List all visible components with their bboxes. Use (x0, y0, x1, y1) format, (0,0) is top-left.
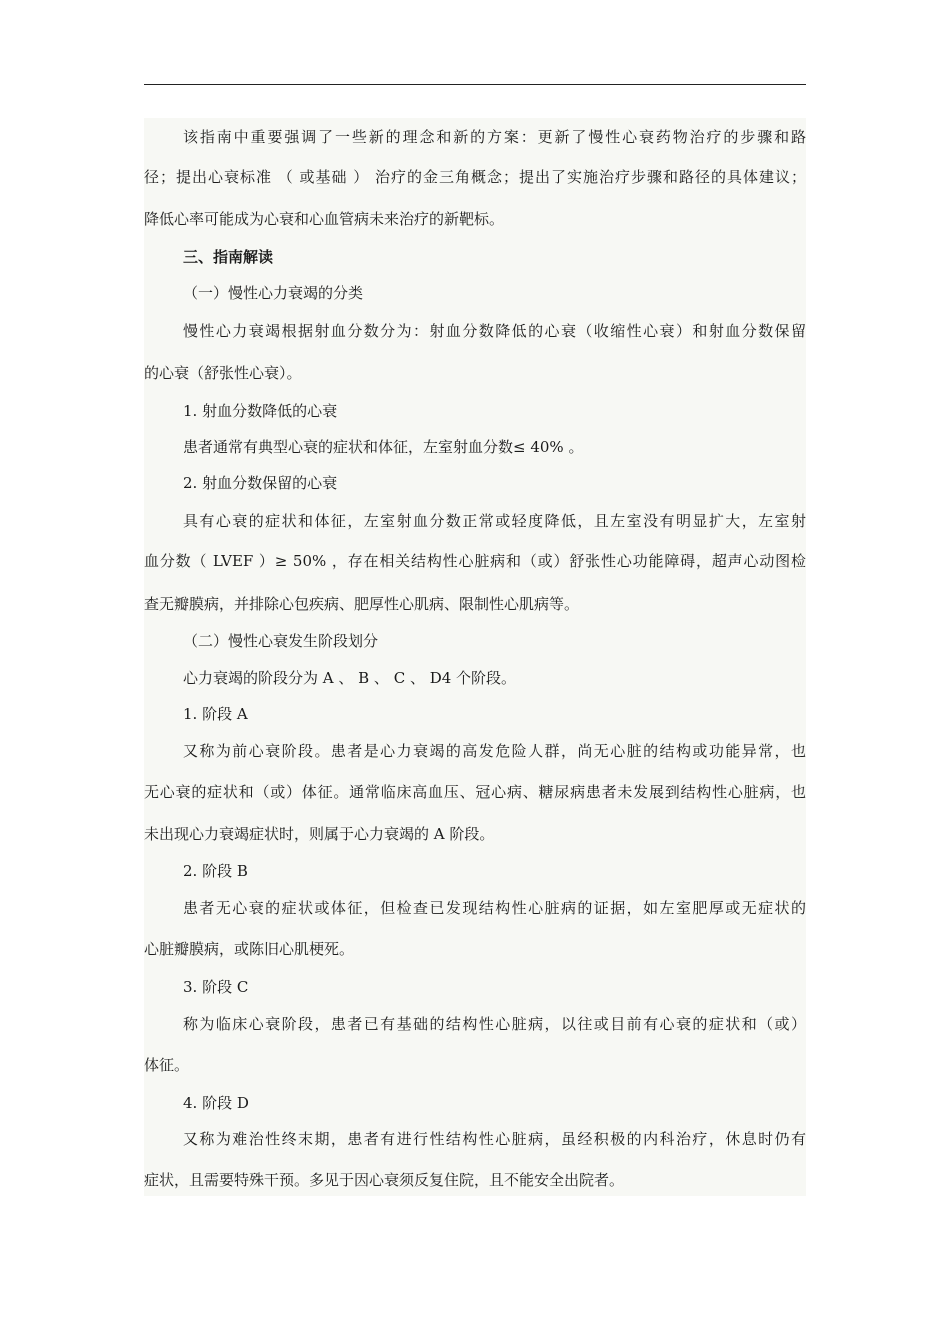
header-rule (144, 84, 806, 85)
paragraph-line: 降低心率可能成为心衰和心血管病未来治疗的新靶标。 (144, 210, 505, 228)
paragraph-line: 查无瓣膜病，并排除心包疾病、肥厚性心肌病、限制性心肌病等。 (144, 595, 580, 613)
subsection-heading: （二）慢性心衰发生阶段划分 (183, 632, 379, 650)
list-heading: 2. 射血分数保留的心衰 (183, 474, 338, 492)
paragraph-line: 径；提出心衰标准 （ 或基础 ） 治疗的金三角概念；提出了实施治疗步骤和路径的具体建议； (144, 168, 806, 186)
list-heading: 1. 射血分数降低的心衰 (183, 402, 338, 420)
paragraph-line: 心力衰竭的阶段分为 A 、 B 、 C 、 D4 个阶段。 (183, 669, 517, 687)
paragraph-line: 血分数（ LVEF ）≥ 50% ，存在相关结构性心脏病和（或）舒张性心功能障碍，超声心动图检 (144, 552, 806, 570)
paragraph-line: 症状，且需要特殊干预。多见于因心衰须反复住院，且不能安全出院者。 (144, 1171, 625, 1189)
list-heading: 1. 阶段 A (183, 705, 248, 723)
list-heading: 2. 阶段 B (183, 862, 248, 880)
list-heading: 3. 阶段 C (183, 978, 249, 996)
paragraph-line: 患者无心衰的症状或体征，但检查已发现结构性心脏病的证据，如左室肥厚或无症状的 (183, 899, 806, 917)
paragraph-line: 患者通常有典型心衰的症状和体征，左室射血分数≤ 40% 。 (183, 438, 584, 456)
list-heading: 4. 阶段 D (183, 1094, 249, 1112)
paragraph-line: 心脏瓣膜病，或陈旧心肌梗死。 (144, 940, 355, 958)
paragraph-line: 的心衰（舒张性心衰）。 (144, 364, 302, 382)
paragraph-line: 体征。 (144, 1056, 190, 1074)
paragraph-line: 未出现心力衰竭症状时，则属于心力衰竭的 A 阶段。 (144, 825, 495, 843)
paragraph-line: 该指南中重要强调了一些新的理念和新的方案：更新了慢性心衰药物治疗的步骤和路 (183, 128, 806, 146)
paragraph-line: 慢性心力衰竭根据射血分数分为：射血分数降低的心衰（收缩性心衰）和射血分数保留 (183, 322, 806, 340)
paragraph-line: 又称为难治性终末期，患者有进行性结构性心脏病，虽经积极的内科治疗，休息时仍有 (183, 1130, 806, 1148)
paragraph-line: 无心衰的症状和（或）体征。通常临床高血压、冠心病、糖尿病患者未发展到结构性心脏病，也 (144, 783, 806, 801)
paragraph-line: 称为临床心衰阶段，患者已有基础的结构性心脏病，以往或目前有心衰的症状和（或） (183, 1015, 806, 1033)
section-heading: 三、指南解读 (183, 248, 274, 266)
document-body (144, 118, 806, 1196)
subsection-heading: （一）慢性心力衰竭的分类 (183, 284, 364, 302)
paragraph-line: 具有心衰的症状和体征，左室射血分数正常或轻度降低，且左室没有明显扩大，左室射 (183, 512, 806, 530)
paragraph-line: 又称为前心衰阶段。患者是心力衰竭的高发危险人群，尚无心脏的结构或功能异常，也 (183, 742, 806, 760)
